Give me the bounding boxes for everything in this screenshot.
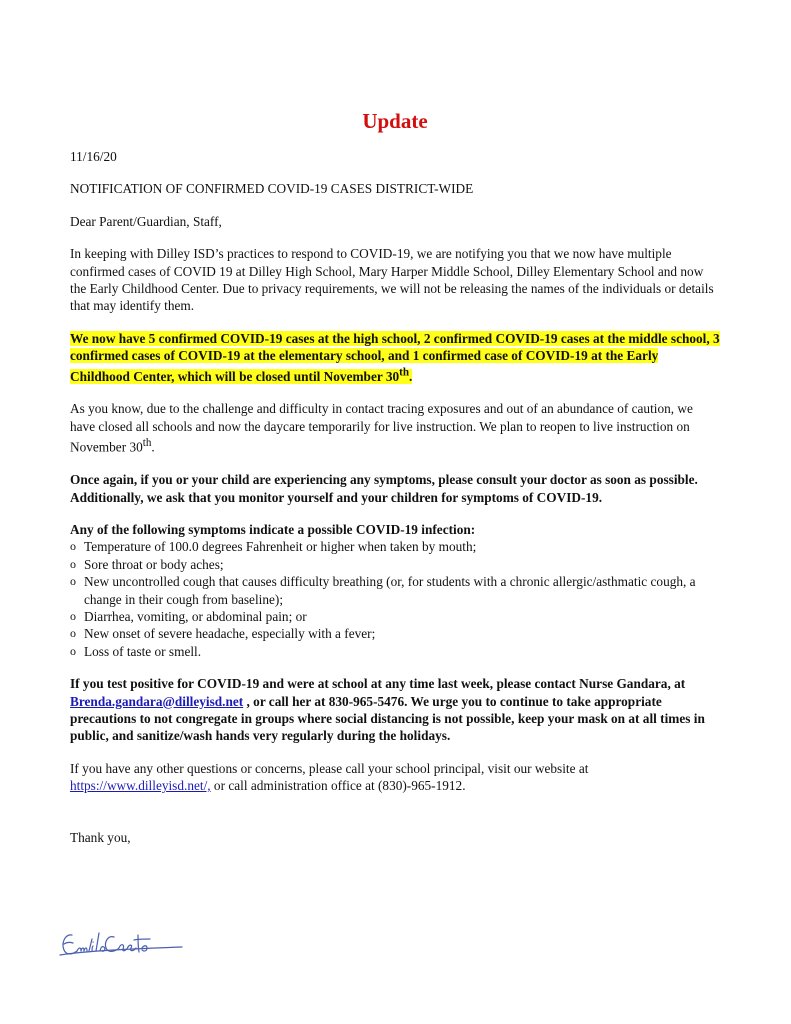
letter-greeting: Dear Parent/Guardian, Staff, (70, 213, 222, 229)
symptom-item: o Loss of taste or smell. (70, 643, 720, 660)
symptoms-advice: Once again, if you or your child are experiencing any symptoms, please consult your doctor as soon as possible. Additionally, we ask that you monitor yourself and your children for symptoms of COVID-19. (70, 472, 698, 505)
positive-text-after: , or call her at 830-965-5476. We urge you to continue to take appropriate precautions to not congregate in groups where social distancing is not possible, keep your mask on at all times in public, and sanitize/wash hands very regularly during the holidays. (70, 693, 705, 744)
letter-title: Update (362, 109, 428, 133)
symptom-item: o Temperature of 100.0 degrees Fahrenheit or higher when taken by mouth; (70, 538, 720, 555)
case-count-sup: th (399, 366, 409, 379)
symptom-item: o Sore throat or body aches; (70, 556, 720, 573)
intro-paragraph: In keeping with Dilley ISD’s practices to respond to COVID-19, we are notifying you that we now have multiple confirmed cases of COVID 19 at Dilley High School, Mary Harper Middle School, Dilley Elementary School and now the Early Childhood Center. Due to privacy requirements, we will not be releasing the names of the individuals or details that may identify them. (70, 246, 714, 314)
questions-text-before: If you have any other questions or concerns, please call your school principal, visit our website at (70, 760, 589, 776)
tracing-end: . (151, 439, 155, 455)
symptom-item: o New onset of severe headache, especially with a fever; (70, 625, 720, 642)
positive-test-paragraph (70, 675, 720, 745)
tracing-text: As you know, due to the challenge and difficulty in contact tracing exposures and out of an abundance of caution, we have closed all schools and now the daycare temporarily for live instruction. We plan to reopen to live instruction on November 30 (70, 401, 693, 455)
case-count-text: We now have 5 confirmed COVID-19 cases at the high school, 2 confirmed COVID-19 cases at the middle school, 3 confirmed cases of COVID-19 at the elementary school, and 1 confirmed case of COVID-19 at the Early Childhood Center, which will be closed until November 30 (70, 330, 720, 385)
tracing-paragraph (70, 400, 720, 456)
signature (56, 925, 186, 967)
questions-text-after: or call administration office at (830)-965-1912. (210, 778, 466, 794)
questions-paragraph (70, 760, 720, 795)
letter-body (70, 108, 720, 846)
letter-date: 11/16/20 (70, 149, 117, 164)
letter-subject: NOTIFICATION OF CONFIRMED COVID-19 CASES DISTRICT-WIDE (70, 181, 474, 197)
positive-text-before: If you test positive for COVID-19 and were at school at any time last week, please contact Nurse Gandara, at (70, 676, 686, 692)
symptom-item: o Diarrhea, vomiting, or abdominal pain; or (70, 608, 720, 625)
case-count-end: . (408, 369, 413, 385)
symptoms-heading: Any of the following symptoms indicate a possible COVID-19 infection: (70, 521, 476, 537)
case-count-paragraph (70, 330, 720, 386)
symptoms-list (70, 538, 720, 660)
symptom-item: o New uncontrolled cough that causes difficulty breathing (or, for students with a chronic allergic/asthmatic cough, a change in their cough from baseline); (70, 573, 720, 608)
case-count-highlight (70, 331, 720, 384)
letter-closing: Thank you, (70, 829, 131, 845)
website-link[interactable]: https://www.dilleyisd.net/, (70, 778, 211, 794)
tracing-sup: th (142, 437, 152, 450)
nurse-email-link[interactable]: Brenda.gandara@dilleyisd.net (70, 693, 244, 709)
